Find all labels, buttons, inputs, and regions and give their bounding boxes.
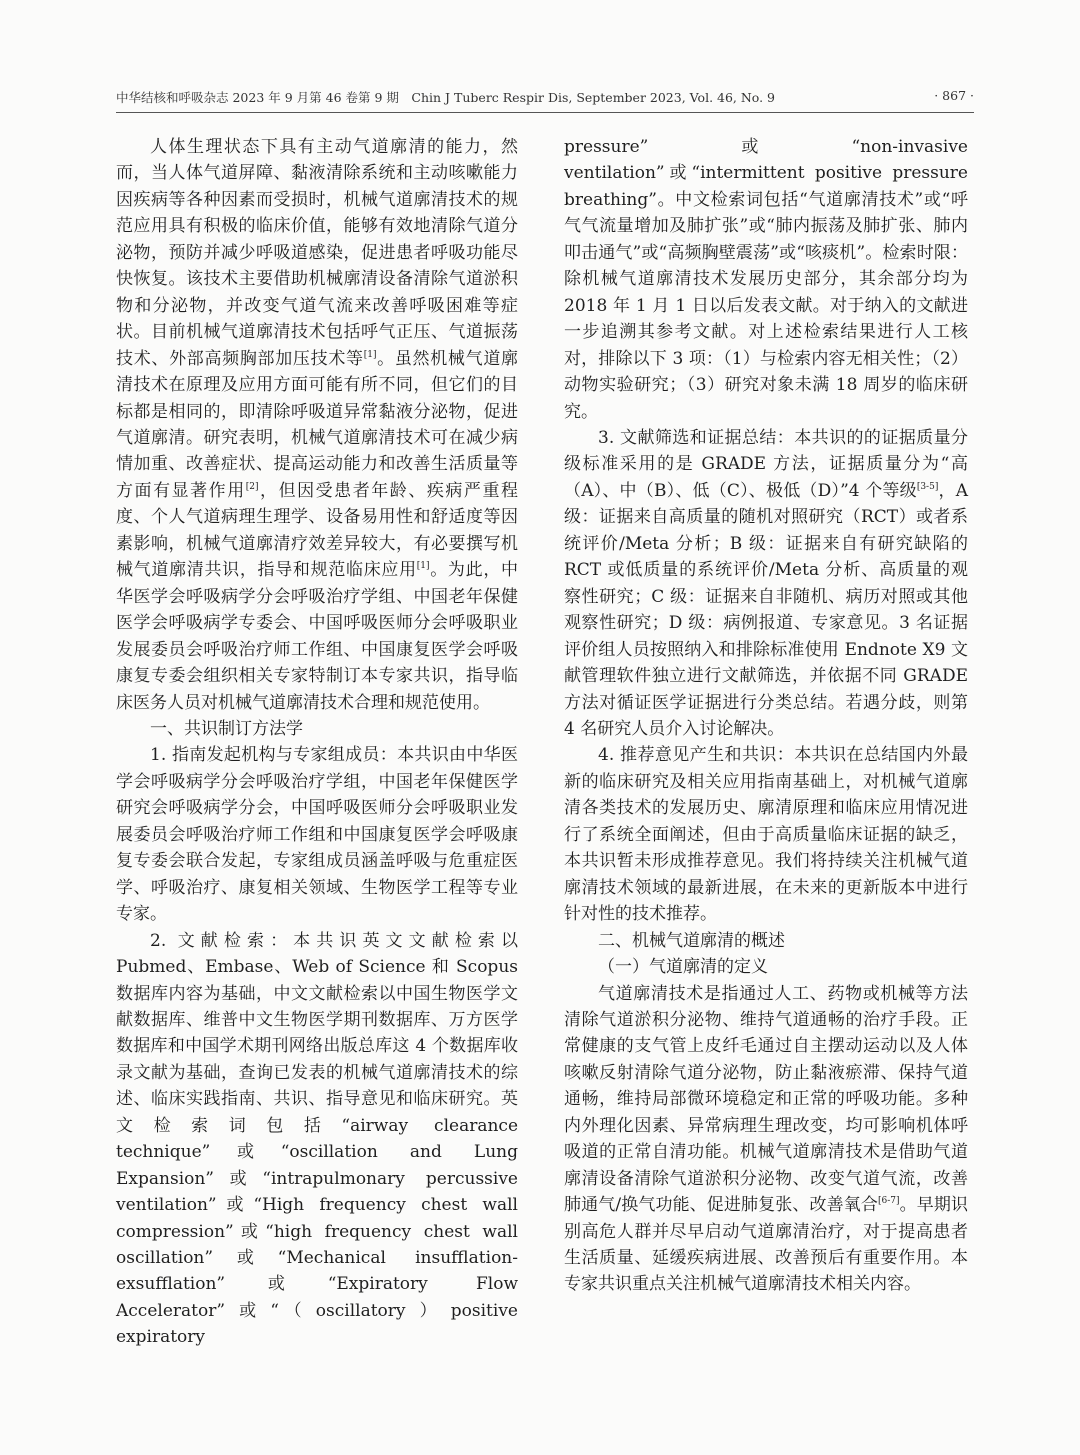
text-run: ，但因受患者年龄、疾病严重程度、个人气道病理生理学、设备易用性和舒适度等因素影响，机械气道廓清疗效差异较大，有必要撰写机械气道廓清共识，指导和规范临床应用	[116, 480, 518, 581]
intro-paragraph	[116, 134, 518, 716]
paragraph-evidence-grading	[564, 425, 968, 742]
subsection-heading: （一）气道廓清的定义	[598, 957, 768, 978]
left-column	[116, 134, 518, 1351]
page-number: · 867 ·	[934, 88, 974, 103]
text-run: 3. 文献筛选和证据总结：本共识的的证据质量分级标准采用的是 GRADE 方法，证据质量分为“高（A）、中（B）、低（C）、极低（D）”4 个等级	[564, 427, 968, 501]
journal-citation: 中华结核和呼吸杂志 2023 年 9 月第 46 卷第 9 期 Chin J Tuberc Respir Dis, September 2023, Vol. 46, No. 9	[116, 90, 776, 105]
citation-ref: [2]	[245, 481, 259, 492]
paragraph-literature-search: 2. 文献检索：本共识英文文献检索以 Pubmed、Embase、Web of Science 和 Scopus 数据库内容为基础，中文文献检索以中国生物医学文献数据库、维普中文生物医学期刊数据库、万方医学数据库和中国学术期刊网络出版总库这 4 个数据库收录文献为基础，查询已发表的机械气道廓清技术的综述、临床实践指南、共识、指导意见和临床研究。英文检索词包括“airway clearance technique”或“oscillation and Lung Expansion”或“intrapulmonary percussive ventilation”或“High frequency chest wall compression”或“high frequency chest wall oscillation”或“Mechanical insufflation-exsufflation”或“Expiratory Flow Accelerator”或“（oscillatory）positive expiratory	[116, 930, 518, 1348]
paragraph-definition	[564, 981, 968, 1298]
citation-ref: [3-5]	[916, 481, 939, 492]
text-run: 。虽然机械气道廓清技术在原理及应用方面可能有所不同，但它们的目标都是相同的，即清除呼吸道异常黏液分泌物，促进气道廓清。研究表明，机械气道廓清技术可在减少病情加重、改善症状、提高运动能力和改善生活质量等方面有显著作用	[116, 348, 519, 501]
section-heading: 一、共识制订方法学	[150, 718, 303, 739]
text-run: 。早期识别高危人群并尽早启动气道廓清治疗，对于提高患者生活质量、延缓疾病进展、改善预后有重要作用。本专家共识重点关注机械气道廓清技术相关内容。	[564, 1195, 968, 1295]
text-run: 人体生理状态下具有主动气道廓清的能力，然而，当人体气道屏障、黏液清除系统和主动咳嗽能力因疾病等各种因素而受损时，机械气道廓清技术的规范应用具有积极的临床价值，能够有效地清除气道分泌物，预防并减少呼吸道感染，促进患者呼吸功能尽快恢复。该技术主要借助机械廓清设备清除气道淤积物和分泌物，并改变气道气流来改善呼吸困难等症状。目前机械气道廓清技术包括呼气正压、气道振荡技术、外部高频胸部加压技术等	[116, 137, 518, 369]
text-run: 。为此，中华医学会呼吸病学分会呼吸治疗学组、中国老年保健医学会呼吸病学专委会、中国呼吸医师分会呼吸职业发展委员会呼吸治疗师工作组、中国康复医学会呼吸康复专委会组织相关专家特制订本专家共识，指导临床医务人员对机械气道廓清技术合理和规范使用。	[116, 560, 519, 713]
text-run: ，A 级：证据来自高质量的随机对照研究（RCT）或者系统评价/Meta 分析；B 级：证据来自有研究缺陷的 RCT 或低质量的系统评价/Meta 分析、高质量的观察性研究；C 级：证据来自非随机、病历对照或其他观察性研究；D 级：病例报道、专家意见。3 名证据评价组人员按照纳入和排除标准使用 Endnote X9 文献管理软件独立进行文献筛选，并依据不同 GRADE 方法对循证医学证据进行分类总结。若遇分歧，则第 4 名研究人员介入讨论解决。	[564, 480, 968, 739]
paragraph-recommendation-consensus: 4. 推荐意见产生和共识：本共识在总结国内外最新的临床研究及相关应用指南基础上，对机械气道廓清各类技术的发展历史、廓清原理和临床应用情况进行了系统全面阐述，但由于高质量临床证据的缺乏，本共识暂未形成推荐意见。我们将持续关注机械气道廓清技术领域的最新进展，在未来的更新版本中进行针对性的技术推荐。	[564, 745, 968, 925]
text-run: 气道廓清技术是指通过人工、药物或机械等方法清除气道淤积分泌物、维持气道通畅的治疗手段。正常健康的支气管上皮纤毛通过自主摆动运动以及人体咳嗽反射清除气道分泌物，防止黏液瘀滞、保持气道通畅，维持局部微环境稳定和正常的呼吸功能。多种内外理化因素、异常病理生理改变，均可影响机体呼吸道的正常自清功能。机械气道廓清技术是借助气道廓清设备清除气道淤积分泌物、改变气道气流，改善肺通气/换气功能、促进肺复张、改善氧合	[564, 983, 968, 1216]
citation-ref: [6-7]	[878, 1196, 900, 1207]
paragraph-literature-search-continued: pressure”或“non-invasive ventilation”或“intermittent positive pressure breathing”。中文检索词包括“气道廓清技术”或“呼气气流量增加及肺扩张”或“肺内振荡及肺扩张、肺内叩击通气”或“高频胸壁震荡”或“咳痰机”。检索时限：除机械气道廓清技术发展历史部分，其余部分均为 2018 年 1 月 1 日以后发表文献。对于纳入的文献进一步追溯其参考文献。对上述检索结果进行人工核对，排除以下 3 项：（1）与检索内容无相关性；（2）动物实验研究；（3）研究对象未满 18 周岁的临床研究。	[564, 137, 968, 422]
paragraph-initiating-bodies: 1. 指南发起机构与专家组成员：本共识由中华医学会呼吸病学分会呼吸治疗学组，中国老年保健医学研究会呼吸病学分会，中国呼吸医师分会呼吸职业发展委员会呼吸治疗师工作组和中国康复医学会呼吸康复专委会联合发起，专家组成员涵盖呼吸与危重症医学、呼吸治疗、康复相关领域、生物医学工程等专业专家。	[116, 745, 518, 925]
right-column	[564, 134, 968, 1298]
running-header	[116, 86, 974, 113]
citation-ref: [1]	[416, 561, 430, 572]
citation-ref: [1]	[363, 349, 377, 360]
section-heading: 二、机械气道廓清的概述	[598, 930, 785, 951]
